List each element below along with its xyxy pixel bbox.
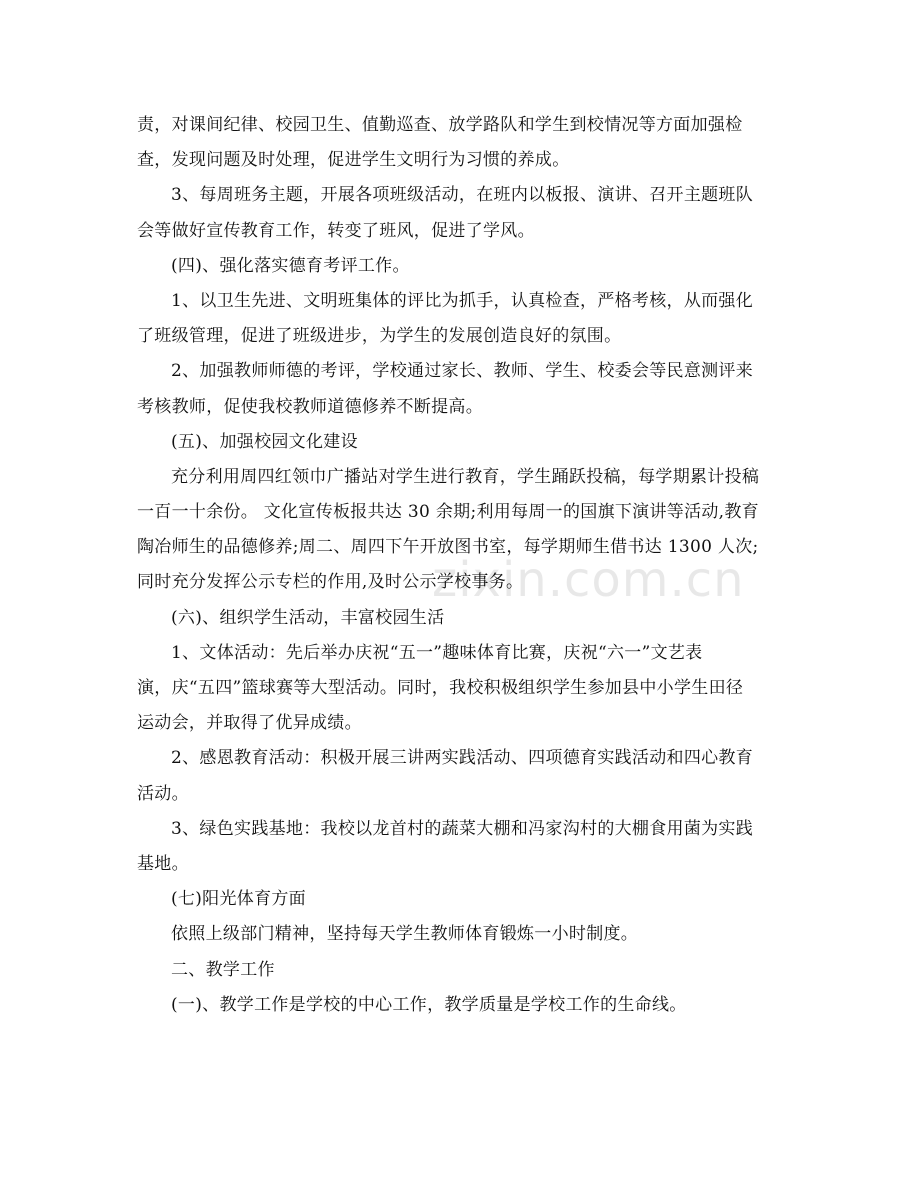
text-line: 3、每周班务主题，开展各项班级活动，在班内以板报、演讲、召开主题班队 (171, 185, 754, 206)
section-heading: (四)、强化落实德育考评工作。 (171, 255, 410, 276)
section-heading: (五)、加强校园文化建设 (171, 431, 358, 452)
text-line: 了班级管理，促进了班级进步，为学生的发展创造良好的氛围。 (137, 326, 622, 347)
text-line: 陶冶师生的品德修养;周二、周四下午开放图书室，每学期师生借书达 1300 人次; (137, 537, 759, 558)
text-line: 1、以卫生先进、文明班集体的评比为抓手，认真检查，严格考核，从而强化 (171, 290, 754, 311)
text-line: 一百一十余份。 文化宣传板报共达 30 余期;利用每周一的国旗下演讲等活动,教育 (137, 502, 759, 523)
section-heading: (七)阳光体育方面 (171, 889, 306, 910)
document-body (137, 108, 797, 1023)
watermark: zixin.com.cn (432, 552, 745, 608)
text-line: 演，庆“五四”篮球赛等大型活动。同时，我校积极组织学生参加县中小学生田径 (137, 678, 744, 698)
text-line: 考核教师，促使我校教师道德修养不断提高。 (137, 396, 483, 417)
text-line: 责，对课间纪律、校园卫生、值勤巡查、放学路队和学生到校情况等方面加强检 (137, 115, 743, 135)
text-line: 查，发现问题及时处理，促进学生文明行为习惯的养成。 (137, 150, 570, 171)
text-line: 充分利用周四红领巾广播站对学生进行教育，学生踊跃投稿，每学期累计投稿 (171, 466, 760, 487)
section-heading: (六)、组织学生活动，丰富校园生活 (171, 607, 445, 628)
section-heading: 二、教学工作 (171, 959, 275, 980)
text-line: 2、加强教师师德的考评，学校通过家长、教师、学生、校委会等民意测评来 (171, 361, 754, 382)
text-line: 依照上级部门精神，坚持每天学生教师体育锻炼一小时制度。 (171, 924, 639, 945)
text-line: 2、感恩教育活动：积极开展三讲两实践活动、四项德育实践活动和四心教育 (171, 748, 754, 769)
text-line: 运动会，并取得了优异成绩。 (137, 713, 362, 734)
text-line: 会等做好宣传教育工作，转变了班风，促进了学风。 (137, 220, 535, 241)
text-line: 3、绿色实践基地：我校以龙首村的蔬菜大棚和冯家沟村的大棚食用菌为实践 (171, 818, 754, 839)
text-line: 1、文体活动：先后举办庆祝“五一”趣味体育比赛，庆祝“六一”文艺表 (171, 642, 703, 663)
section-heading: (一)、教学工作是学校的中心工作，教学质量是学校工作的生命线。 (171, 994, 687, 1015)
text-line: 活动。 (137, 783, 189, 804)
text-line: 同时充分发挥公示专栏的作用,及时公示学校事务。 (137, 572, 524, 593)
text-line: 基地。 (137, 853, 189, 874)
